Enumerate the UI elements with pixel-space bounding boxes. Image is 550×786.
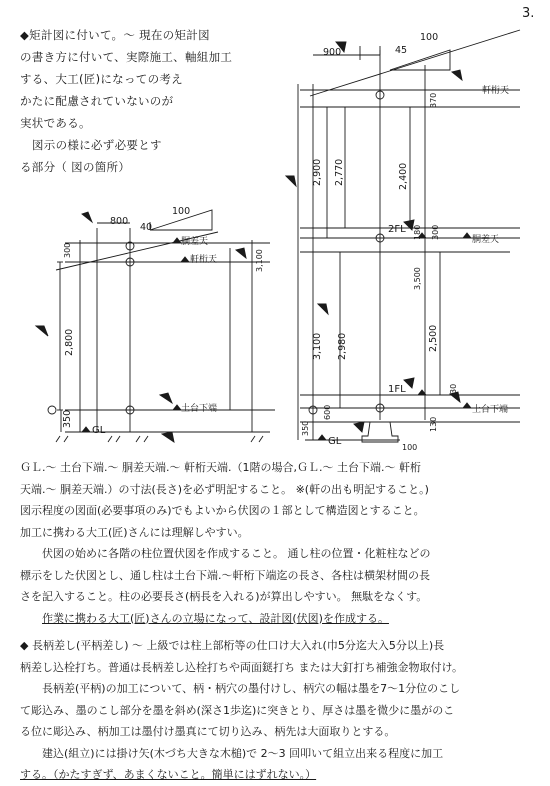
left-dim-40: 40: [140, 222, 153, 233]
body-line: 図示程度の図面(必要事項のみ)でもよいから伏図の１部として構造図とすること。: [20, 504, 425, 517]
right-dim-45: 45: [395, 45, 408, 56]
right-dim-2770: 2,770: [334, 158, 345, 186]
right-dim-370: 370: [429, 92, 438, 108]
right-dim-300: 300: [431, 224, 440, 240]
right-dim-2980: 2,980: [337, 332, 348, 360]
intro-line: 実状である。: [20, 116, 91, 130]
label-dousa-ten-r: 胴差天: [472, 235, 500, 245]
left-dim-350: 350: [62, 409, 73, 428]
body-line: 柄差し込栓打ち。普通は長柄差し込栓打ちや両面鎹打ち または大釘打ち補強金物取付け。: [20, 660, 464, 674]
right-dim-900: 900: [323, 47, 342, 58]
label-dodai-shitaba: 土台下端: [181, 404, 218, 414]
intro-line: る部分（ 図の箇所）: [20, 160, 131, 174]
body-line: ＧＬ.～ 土台下端.～ 胴差天端.～ 軒桁天端.（1階の場合,ＧＬ.～ 土台下端.～ 軒桁: [20, 461, 421, 474]
label-2fl: 2FL: [388, 224, 406, 235]
body-text: [20, 457, 540, 786]
right-dim-2900: 2,900: [312, 158, 323, 186]
right-dim-350: 350: [301, 420, 310, 436]
body-line: 天端.～ 胴差天端.）の寸法(長さ)を必ず明記すること。 ※(軒の出も明記すること。): [20, 482, 429, 496]
body-line: ◆ 長柄差し(平柄差し) ～ 上級では柱上部桁等の仕口け大入れ(巾5分迄大入5分以上)長: [20, 639, 445, 652]
right-dim-3500: 3,500: [413, 267, 422, 290]
label-nokigeta-ten: 軒桁天: [190, 255, 218, 265]
left-dim-100: 100: [172, 206, 191, 217]
left-dim-300: 300: [63, 242, 72, 258]
intro-line: 図示の様に必ず必要とす: [32, 138, 162, 152]
label-1fl: 1FL: [388, 384, 406, 395]
body-line: 長柄差(平柄)の加工について、柄・柄穴の墨付けし、柄穴の幅は墨を7～1分位のこし: [42, 682, 461, 695]
body-line: 伏図の始めに各階の柱位置伏図を作成すること。 通し柱の位置・化粧柱などの: [42, 547, 431, 560]
body-line: 作業に携わる大工(匠)さんの立場になって、設計図(伏図)を作成する。: [42, 611, 389, 625]
intro-line: ◆矩計図に付いて。～ 現在の矩計図: [20, 28, 210, 42]
left-dim-2800: 2,800: [64, 328, 75, 356]
right-dim-2500: 2,500: [428, 324, 439, 352]
right-dim-100b: 100: [402, 443, 418, 452]
label-dousa-ten: 胴差天: [181, 237, 209, 247]
left-dim-3100: 3,100: [255, 249, 264, 272]
right-dim-30: 30: [449, 383, 458, 394]
right-dim-3100: 3,100: [312, 332, 323, 360]
body-line: する。（かたすぎず、あまくないこと。簡単にはずれない。）: [20, 768, 317, 781]
intro-line: する、大工(匠)になっての考え: [20, 72, 183, 86]
label-dodai-shitaba-r: 土台下端: [472, 405, 509, 415]
intro-line: かたに配慮されていないのが: [20, 94, 174, 108]
label-nokigeta-ten-r: 軒桁天: [482, 86, 510, 96]
body-line: さを記入すること。柱の必要長さ(柄長を入れる)が算出しやすい。 無駄をなくす。: [20, 590, 428, 603]
body-line: て彫込み、墨のこし部分を墨を斜め(深さ1歩迄)に突きとり、厚さは墨を微少に墨がのこ: [20, 703, 455, 717]
right-dim-180: 180: [413, 224, 422, 240]
page-number: 3.: [522, 6, 535, 21]
left-dim-800: 800: [110, 216, 129, 227]
label-gl: GL: [92, 425, 106, 436]
right-dim-130: 130: [429, 416, 438, 432]
intro-line: の書き方に付いて、実際施工、軸組加工: [20, 50, 233, 64]
right-dim-100: 100: [420, 32, 439, 43]
right-dim-600: 600: [323, 404, 332, 420]
body-line: 加工に携わる大工(匠)さんには理解しやすい。: [20, 525, 249, 539]
body-line: 建込(組立)には掛け矢(木づち大きな木槌)で 2～3 回叩いて組立出来る程度に加工: [42, 746, 444, 760]
right-dim-2400: 2,400: [398, 162, 409, 190]
body-line: る位に彫込み、柄加工は墨付け墨真にて切り込み、柄先は大面取りとする。: [20, 725, 396, 738]
body-line: 標示をした伏図とし、通し柱は土台下端.～軒桁下端迄の長さ、各柱は横架材間の長: [20, 568, 431, 582]
label-gl-r: GL: [328, 436, 342, 447]
